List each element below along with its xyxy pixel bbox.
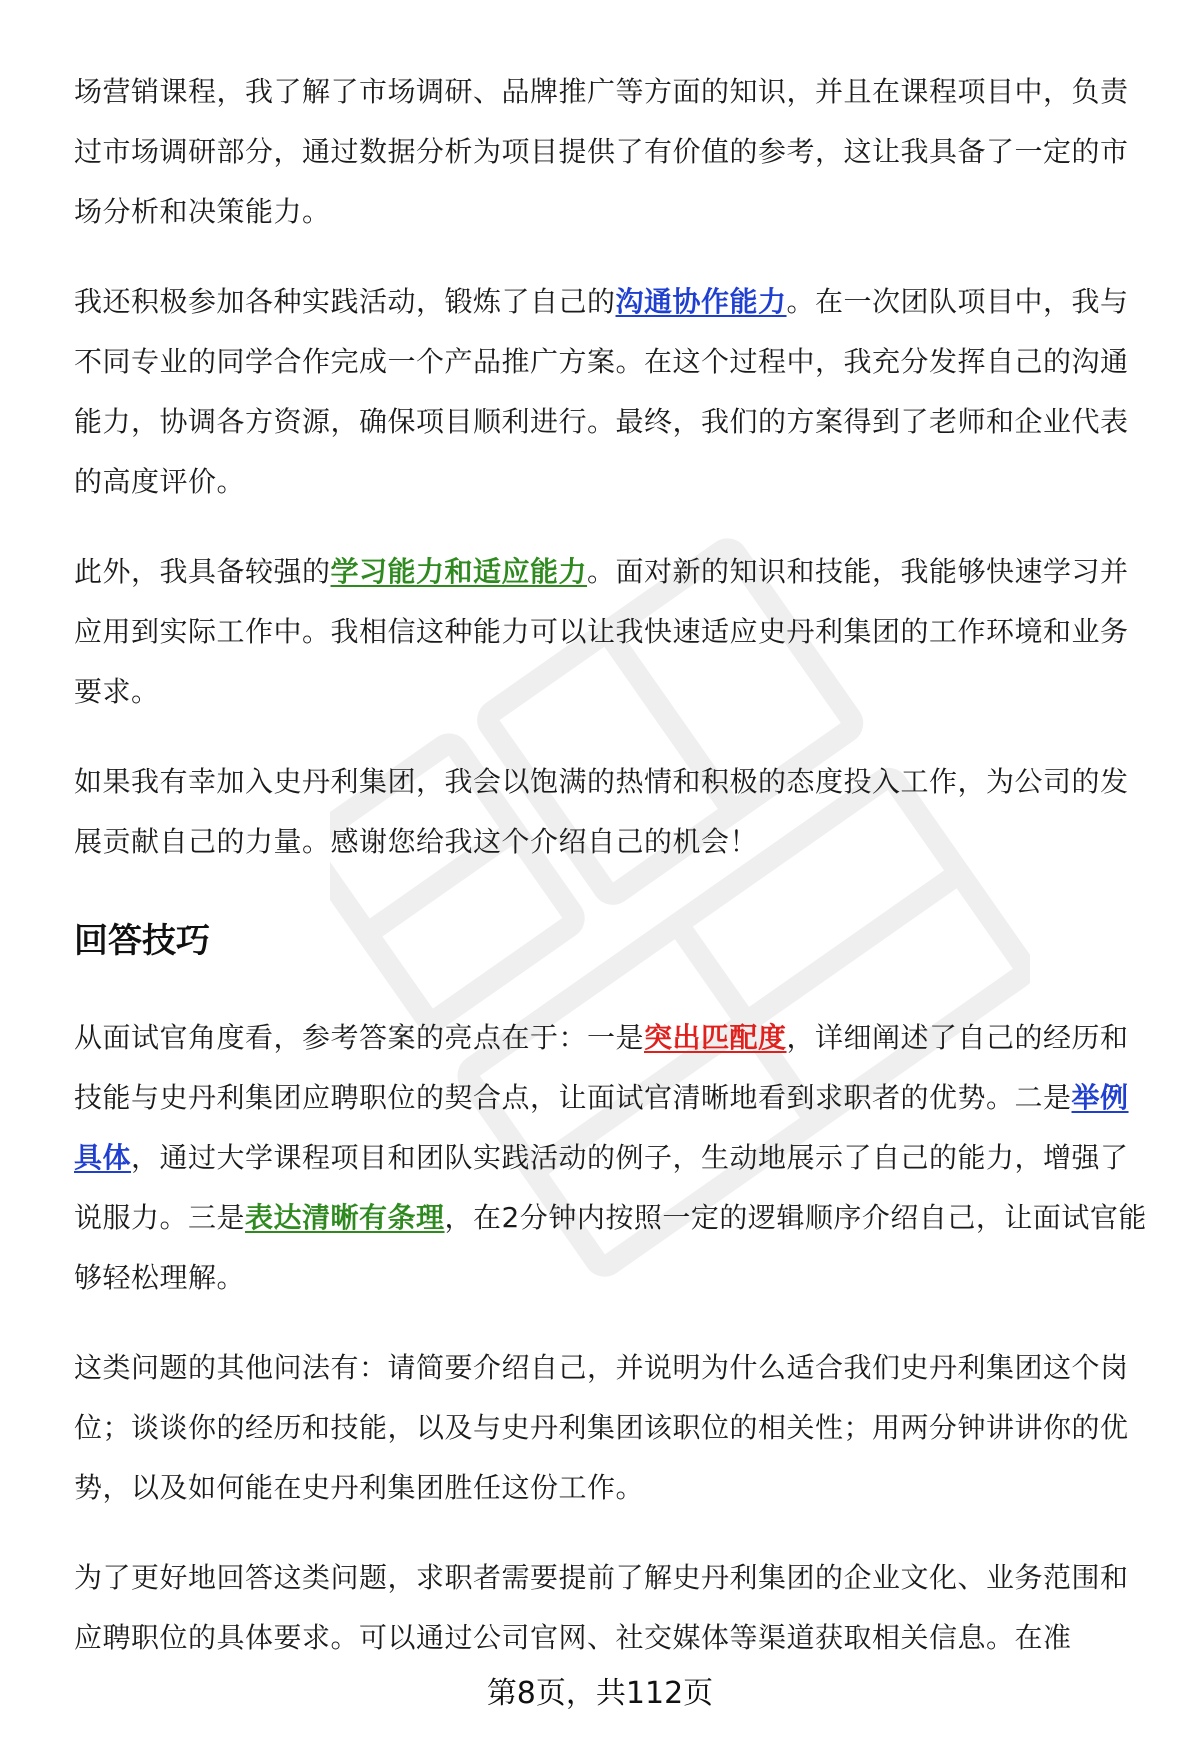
highlighted-keyword: 突出匹配度 [644, 1021, 787, 1054]
paragraph-text: ，在2分钟内按照一定的逻辑顺序介绍自己，让面试官能够轻松理解。 [74, 1201, 1147, 1294]
paragraph-text: 如果我有幸加入史丹利集团，我会以饱满的热情和积极的态度投入工作，为公司的发展贡献自己的力量。感谢您给我这个介绍自己的机会！ [74, 765, 1129, 858]
paragraph [74, 62, 1154, 242]
highlighted-keyword: 沟通协作能力 [615, 285, 787, 318]
tips-paragraphs [74, 1008, 1154, 1668]
answer-paragraphs [74, 62, 1154, 872]
paragraph-text: 。在一次团队项目中，我与不同专业的同学合作完成一个产品推广方案。在这个过程中，我充分发挥自己的沟通能力，协调各方资源，确保项目顺利进行。最终，我们的方案得到了老师和企业代表的高度评价。 [74, 285, 1129, 498]
paragraph [74, 752, 1154, 872]
paragraph [74, 1548, 1154, 1668]
highlighted-keyword: 举例具体 [74, 1081, 1129, 1174]
highlighted-keyword: 表达清晰有条理 [245, 1201, 445, 1234]
paragraph-text: 。面对新的知识和技能，我能够快速学习并应用到实际工作中。我相信这种能力可以让我快速适应史丹利集团的工作环境和业务要求。 [74, 555, 1129, 708]
paragraph-text: 我还积极参加各种实践活动，锻炼了自己的 [74, 285, 616, 318]
page-number: 第8页，共112页 [486, 1676, 714, 1711]
paragraph-text: ，详细阐述了自己的经历和技能与史丹利集团应聘职位的契合点，让面试官清晰地看到求职者的优势。二是 [74, 1021, 1129, 1114]
paragraph-text: 场营销课程，我了解了市场调研、品牌推广等方面的知识，并且在课程项目中，负责过市场调研部分，通过数据分析为项目提供了有价值的参考，这让我具备了一定的市场分析和决策能力。 [74, 75, 1129, 228]
highlighted-keyword: 学习能力和适应能力 [330, 555, 588, 588]
paragraph [74, 1008, 1154, 1308]
paragraph [74, 542, 1154, 722]
paragraph-text: ，通过大学课程项目和团队实践活动的例子，生动地展示了自己的能力，增强了说服力。三是 [74, 1141, 1129, 1234]
section-title: 回答技巧 [74, 921, 210, 961]
paragraph-text: 为了更好地回答这类问题，求职者需要提前了解史丹利集团的企业文化、业务范围和应聘职位的具体要求。可以通过公司官网、社交媒体等渠道获取相关信息。在准 [74, 1561, 1129, 1654]
paragraph-text: 此外，我具备较强的 [74, 555, 331, 588]
paragraph-text: 从面试官角度看，参考答案的亮点在于：一是 [74, 1021, 645, 1054]
paragraph [74, 1338, 1154, 1518]
paragraph [74, 272, 1154, 512]
paragraph-text: 这类问题的其他问法有：请简要介绍自己，并说明为什么适合我们史丹利集团这个岗位；谈谈你的经历和技能，以及与史丹利集团该职位的相关性；用两分钟讲讲你的优势，以及如何能在史丹利集团胜任这份工作。 [74, 1351, 1129, 1504]
document-body [74, 62, 1154, 1698]
